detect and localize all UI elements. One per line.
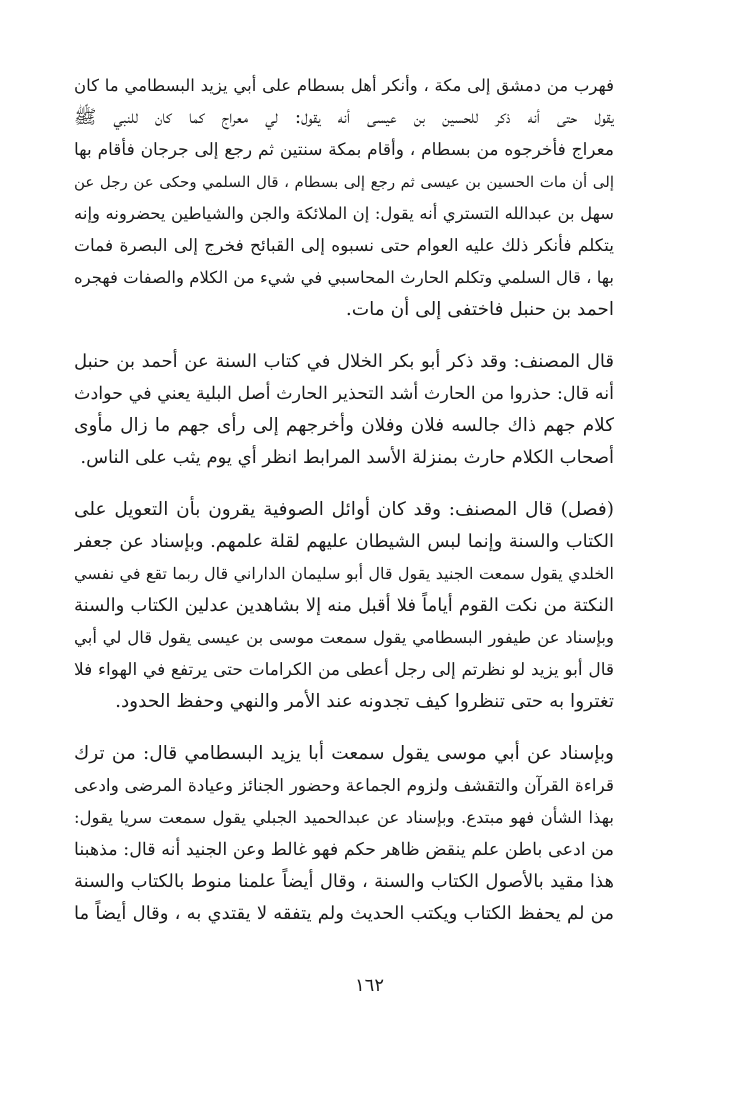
text-line: هذا مقيد بالأصول الكتاب والسنة ، وقال أيضاً علمنا منوط بالكتاب والسنة xyxy=(74,871,614,892)
text-line: الكتاب والسنة وإنما لبس الشيطان عليهم لقلة علمهم. وبإسناد عن جعفر xyxy=(74,531,614,552)
paragraph-1 xyxy=(74,70,614,326)
text-line: فهرب من دمشق إلى مكة ، وأنكر أهل بسطام على أبي يزيد البسطامي ما كان xyxy=(74,76,614,95)
text-line: كلام جهم ذاك جالسه فلان وفلان وأخرجهم إلى رأى جهم ما زال مأوى xyxy=(74,415,614,436)
page-number: ١٦٢ xyxy=(354,975,384,996)
text-line: أنه قال: حذروا من الحارث أشد التحذير الحارث أصل البلية يعني في حوادث xyxy=(74,384,614,404)
text-line: سهل بن عبدالله التستري أنه يقول: إن الملائكة والجن والشياطين يحضرونه وإنه xyxy=(74,204,614,223)
paragraph-gap xyxy=(74,718,614,738)
text-line: بهذا الشأن فهو مبتدع. وبإسناد عن عبدالحميد الجبلي يقول سمعت سريا يقول: xyxy=(74,808,614,827)
text-line: قراءة القرآن والتقشف ولزوم الجماعة وحضور الجنائز وعيادة المرضى وادعى xyxy=(74,776,614,796)
text-line: وبإسناد عن أبي موسى يقول سمعت أبا يزيد البسطامي قال: من ترك xyxy=(74,743,614,764)
text-line: يتكلم فأنكر ذلك عليه العوام حتى نسبوه إلى القبائح فخرج إلى البصرة فمات xyxy=(74,236,614,256)
text-line: معراج فأخرجوه من بسطام ، وأقام بمكة سنتين ثم رجع إلى جرجان فأقام بها xyxy=(74,140,614,160)
text-line: من لم يحفظ الكتاب ويكتب الحديث ولم يتفقه لا يقتدي به ، وقال أيضاً ما xyxy=(74,903,614,924)
text-line: الخلدي يقول سمعت الجنيد يقول قال أبو سليمان الداراني قال ربما تقع في نفسي xyxy=(74,564,614,583)
text-line: بها ، قال السلمي وتكلم الحارث المحاسبي في شيء من الكلام والصفات فهجره xyxy=(74,268,614,287)
paragraph-gap xyxy=(74,326,614,346)
text-line: أصحاب الكلام حارث بمنزلة الأسد المرابط انظر أي يوم يثب على الناس. xyxy=(80,447,614,468)
paragraph-3 xyxy=(74,494,614,718)
page-body xyxy=(74,70,614,930)
paragraph-gap xyxy=(74,474,614,494)
text-line: تغتروا به حتى تنظروا كيف تجدونه عند الأمر والنهي وحفظ الحدود. xyxy=(115,691,614,712)
text-line: من ادعى باطن علم ينقض ظاهر حكم فهو غالط وعن الجنيد أنه قال: مذهبنا xyxy=(74,840,614,860)
text-line: (فصل) قال المصنف: وقد كان أوائل الصوفية يقرون بأن التعويل على xyxy=(74,499,614,520)
text-line: قال أبو يزيد لو نظرتم إلى رجل أعطى من الكرامات حتى يرتفع في الهواء فلا xyxy=(74,660,614,680)
text-line: قال المصنف: وقد ذكر أبو بكر الخلال في كتاب السنة عن أحمد بن حنبل xyxy=(74,351,614,372)
text-line: النكتة من نكت القوم أياماً فلا أقبل منه إلا بشاهدين عدلين الكتاب والسنة xyxy=(74,595,614,616)
paragraph-4 xyxy=(74,738,614,930)
text-line: يقول حتى أنه ذكر للحسين بن عيسى أنه يقول: لي معراج كما كان للنبي ﷺ xyxy=(74,107,614,128)
text-line: إلى أن مات الحسين بن عيسى ثم رجع إلى بسطام ، قال السلمي وحكى عن رجل عن xyxy=(74,173,614,191)
paragraph-2 xyxy=(74,346,614,474)
text-line: وبإسناد عن طيفور البسطامي يقول سمعت موسى بن عيسى يقول قال لي أبي xyxy=(74,628,614,647)
text-line: احمد بن حنبل فاختفى إلى أن مات. xyxy=(345,299,614,320)
